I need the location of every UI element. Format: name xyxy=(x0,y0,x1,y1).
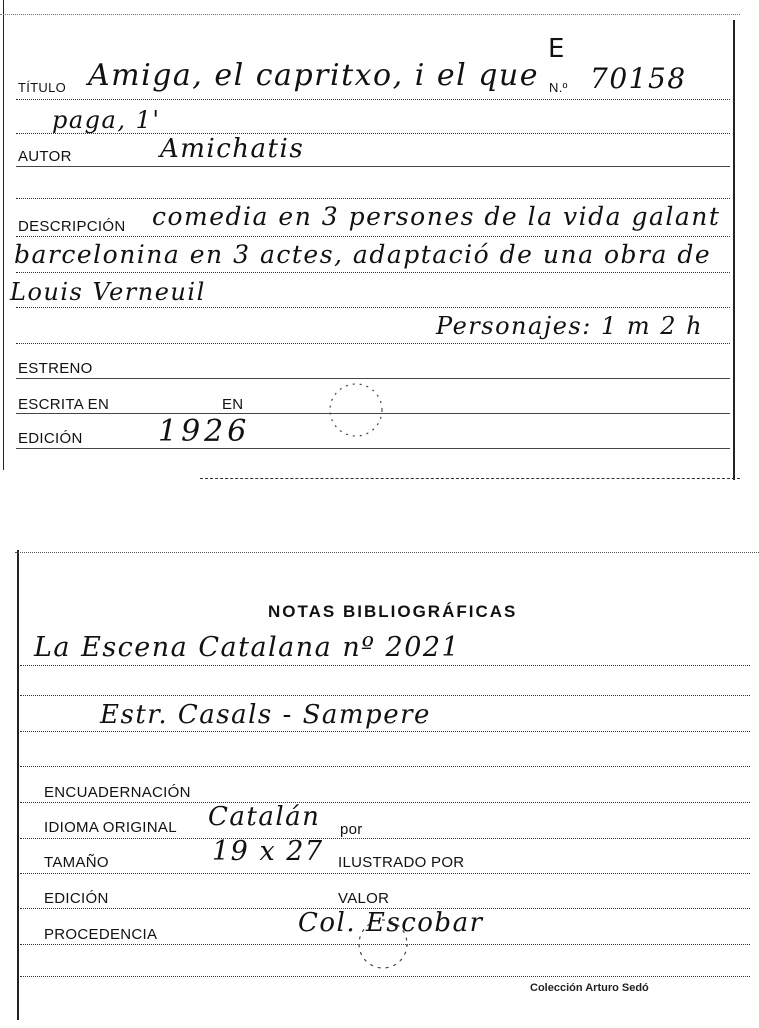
catalog-card-bottom xyxy=(0,540,759,1028)
descripcion-line-2: barcelonina en 3 actes, adaptació de una obra de xyxy=(14,240,712,269)
autor-line xyxy=(16,166,730,167)
personajes-rule xyxy=(16,343,730,344)
descripcion-line-3: Louis Verneuil xyxy=(10,278,206,306)
titulo-cont-line xyxy=(16,133,730,134)
top-border xyxy=(15,552,759,553)
stamp-mark xyxy=(320,370,400,450)
edicion-label: EDICIÓN xyxy=(44,890,109,907)
estreno-label: ESTRENO xyxy=(18,360,93,377)
catalog-card-top xyxy=(0,0,759,480)
tamano-rule xyxy=(20,873,750,874)
titulo-line xyxy=(16,99,730,100)
descripcion-line-1: comedia en 3 persones de la vida galant xyxy=(152,202,721,231)
tamano-label: TAMAÑO xyxy=(44,854,109,871)
edicion-value: 1926 xyxy=(158,414,251,449)
descripcion-line-1-rule xyxy=(16,236,730,237)
stamp-mark xyxy=(345,908,425,988)
por-label: por xyxy=(340,821,363,838)
valor-label: VALOR xyxy=(338,890,390,907)
note-rule-3 xyxy=(20,731,750,732)
top-card-bottom-edge xyxy=(200,478,740,479)
procedencia-value: Col. Escobar xyxy=(298,908,484,938)
personajes-value: Personajes: 1 m 2 h xyxy=(436,312,704,340)
note-line-2: Estr. Casals - Sampere xyxy=(100,700,431,730)
right-border xyxy=(733,20,735,480)
idioma-value: Catalán xyxy=(208,802,321,832)
tamano-value: 19 x 27 xyxy=(212,836,324,867)
procedencia-label: PROCEDENCIA xyxy=(44,926,158,943)
autor-value: Amichatis xyxy=(160,134,305,164)
encuadernacion-rule xyxy=(20,802,750,803)
descripcion-line-2-rule xyxy=(16,272,730,273)
top-border xyxy=(0,14,740,15)
edicion-label: EDICIÓN xyxy=(18,430,83,447)
autor-line-2 xyxy=(16,198,730,199)
descripcion-label: DESCRIPCIÓN xyxy=(18,218,126,235)
notas-heading: NOTAS BIBLIOGRÁFICAS xyxy=(268,602,518,621)
descripcion-line-3-rule xyxy=(16,307,730,308)
corner-mark: E xyxy=(548,34,566,64)
note-rule-4 xyxy=(20,766,750,767)
note-line-1: La Escena Catalana nº 2021 xyxy=(34,632,461,663)
numero-value: 70158 xyxy=(590,62,687,95)
left-border xyxy=(17,550,19,1020)
idioma-rule xyxy=(20,838,750,839)
idioma-label: IDIOMA ORIGINAL xyxy=(44,819,177,836)
note-rule-2 xyxy=(20,695,750,696)
escrita-label: ESCRITA EN xyxy=(18,396,110,413)
left-border xyxy=(3,0,4,470)
titulo-value-cont: paga, 1' xyxy=(52,106,161,134)
collection-credit: Colección Arturo Sedó xyxy=(530,982,649,994)
titulo-label: TÍTULO xyxy=(18,80,67,95)
escrita-en-label: EN xyxy=(222,396,244,413)
note-rule-1 xyxy=(20,665,750,666)
autor-label: AUTOR xyxy=(18,148,72,165)
ilustrado-label: ILUSTRADO POR xyxy=(338,854,465,871)
numero-label: N.º xyxy=(549,80,568,95)
encuadernacion-label: ENCUADERNACIÓN xyxy=(44,784,191,801)
titulo-value: Amiga, el capritxo, i el que xyxy=(88,58,539,93)
